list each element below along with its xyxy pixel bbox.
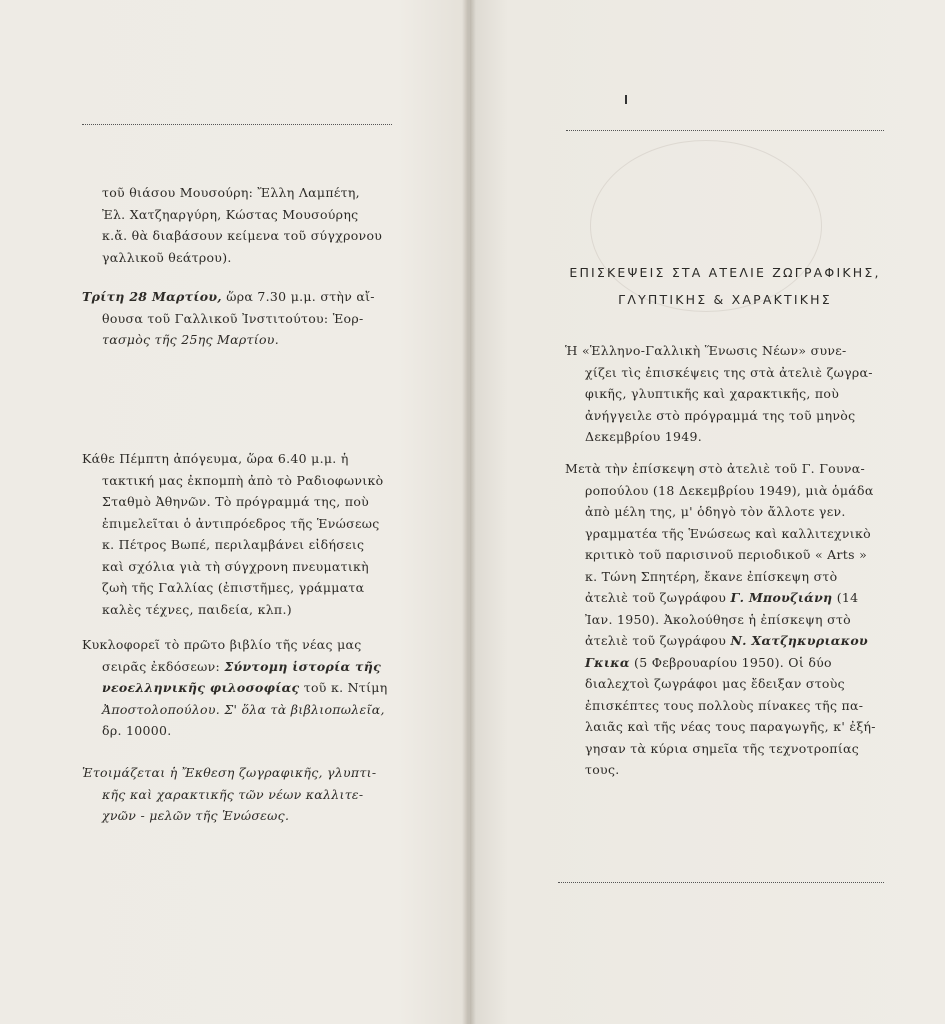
text-line: καὶ σχόλια γιὰ τὴ σύγχρονη πνευματικὴ bbox=[102, 558, 369, 574]
right-bottom-rule bbox=[558, 882, 884, 883]
text-fragment: ὥρα 7.30 μ.μ. στὴν αἴ- bbox=[221, 289, 375, 304]
text-line: γραμματέα τῆς Ἑνώσεως καὶ καλλιτεχνικὸ bbox=[585, 525, 871, 541]
text-fragment: (5 Φεβρουαρίου 1950). Οἱ δύο bbox=[629, 654, 832, 670]
text-line bbox=[565, 630, 881, 652]
text-line bbox=[82, 677, 388, 699]
text-line: κ. Πέτρος Βωπέ, περιλαμβάνει εἰδήσεις bbox=[102, 537, 365, 552]
text-line: θουσα τοῦ Γαλλικοῦ Ἰνστιτούτου: Ἑορ- bbox=[102, 310, 364, 326]
text-line: Ἑτοιμάζεται ἡ Ἔκθεση ζωγραφικῆς, γλυπτι- bbox=[82, 765, 377, 780]
book-title: νεοελληνικῆς φιλοσοφίας bbox=[102, 680, 300, 695]
text-line: κ.ἄ. θὰ διαβάσουν κείμενα τοῦ σύγχρονου bbox=[102, 228, 383, 243]
text-line: Ἰαν. 1950). Ἀκολούθησε ἡ ἐπίσκεψη στὸ bbox=[585, 611, 851, 627]
text-line: λαιᾶς καὶ τῆς νέας τους παραγωγῆς, κ' ἐξή- bbox=[585, 719, 876, 734]
painter-name: Ν. Χατζηκυριακου bbox=[730, 633, 868, 648]
section-title bbox=[555, 265, 895, 307]
text-line: Ἀποστολοπούλου. Σ' ὅλα τὰ βιβλιοπωλεῖα, bbox=[102, 701, 385, 717]
book-title: Σύντομη ἱστορία τῆς bbox=[224, 658, 382, 674]
left-top-rule bbox=[82, 124, 392, 125]
text-fragment: τοῦ κ. Ντίμη bbox=[299, 680, 388, 695]
text-line: ροπούλου (18 Δεκεμβρίου 1949), μιὰ ὁμάδα bbox=[585, 482, 874, 498]
text-line: γησαν τὰ κύρια σημεῖα τῆς τεχνοτροπίας bbox=[585, 740, 860, 756]
event-date: Τρίτη 28 Μαρτίου, bbox=[82, 289, 222, 304]
ink-mark bbox=[625, 95, 627, 104]
painter-name: Γ. Μπουζιάνη bbox=[730, 590, 833, 605]
text-fragment: (14 bbox=[832, 590, 859, 605]
text-line: Ἐλ. Χατζηαργύρη, Κώστας Μουσούρης bbox=[102, 206, 359, 222]
painter-name: Γκικα bbox=[585, 654, 630, 670]
left-paragraph-march28 bbox=[82, 286, 388, 351]
title-line: ΓΛΥΠΤΙΚΗΣ & ΧΑΡΑΚΤΙΚΗΣ bbox=[618, 292, 832, 307]
right-paragraph-intro bbox=[565, 340, 881, 448]
text-line: γαλλικοῦ θεάτρου). bbox=[102, 249, 232, 265]
text-line: καλὲς τέχνες, παιδεία, κλπ.) bbox=[102, 601, 292, 617]
text-line: χίζει τὶς ἐπισκέψεις της στὰ ἀτελιὲ ζωγρα- bbox=[585, 364, 873, 380]
left-paragraph-exhibition bbox=[82, 762, 388, 827]
text-line: διαλεχτοὶ ζωγράφοι μας ἔδειξαν στοὺς bbox=[585, 676, 845, 691]
text-line: δρ. 10000. bbox=[102, 723, 172, 738]
text-line: Κυκλοφορεῖ τὸ πρῶτο βιβλίο τῆς νέας μας bbox=[82, 637, 362, 652]
text-line: ζωὴ τῆς Γαλλίας (ἐπιστῆμες, γράμματα bbox=[102, 580, 365, 595]
text-line: κῆς καὶ χαρακτικῆς τῶν νέων καλλιτε- bbox=[102, 786, 364, 802]
text-line: Κάθε Πέμπτη ἀπόγευμα, ὥρα 6.40 μ.μ. ἡ bbox=[82, 451, 349, 466]
text-line bbox=[82, 656, 388, 678]
text-line: Δεκεμβρίου 1949. bbox=[585, 429, 703, 444]
text-line: τασμὸς τῆς 25ης Μαρτίου. bbox=[102, 332, 279, 347]
text-line: ἐπιμελεῖται ὁ ἀντιπρόεδρος τῆς Ἑνώσεως bbox=[102, 515, 380, 531]
text-line: φικῆς, γλυπτικῆς καὶ χαρακτικῆς, ποὺ bbox=[585, 386, 840, 401]
text-line bbox=[565, 587, 881, 609]
left-paragraph-book bbox=[82, 634, 388, 742]
text-fragment: ἀτελιὲ τοῦ ζωγράφου bbox=[585, 633, 731, 648]
right-top-rule bbox=[566, 130, 884, 131]
title-line: ΕΠΙΣΚΕΨΕΙΣ ΣΤΑ ΑΤΕΛΙΕ ΖΩΓΡΑΦΙΚΗΣ, bbox=[569, 265, 881, 280]
left-paragraph-cast bbox=[82, 182, 388, 268]
text-line: ἀνήγγειλε στὸ πρόγραμμά της τοῦ μηνὸς bbox=[585, 407, 856, 423]
text-line: Σταθμὸ Ἀθηνῶν. Τὸ πρόγραμμά της, ποὺ bbox=[102, 494, 370, 509]
text-line: κ. Τώνη Σπητέρη, ἔκανε ἐπίσκεψη στὸ bbox=[585, 568, 838, 584]
text-line: Μετὰ τὴν ἐπίσκεψη στὸ ἀτελιὲ τοῦ Γ. Γουνα- bbox=[565, 461, 866, 476]
text-line: τακτική μας ἐκπομπὴ ἀπὸ τὸ Ραδιοφωνικὸ bbox=[102, 472, 384, 488]
text-line: τους. bbox=[585, 762, 620, 777]
text-fragment: σειρᾶς ἐκδόσεων: bbox=[102, 658, 225, 674]
text-fragment: ἀτελιὲ τοῦ ζωγράφου bbox=[585, 590, 731, 605]
text-line: ἐπισκέπτες τους πολλοὺς πίνακες τῆς πα- bbox=[585, 697, 864, 713]
text-line: Ἡ «Ἑλληνο-Γαλλικὴ Ἕνωσις Νέων» συνε- bbox=[565, 343, 847, 358]
text-line: χνῶν - μελῶν τῆς Ἑνώσεως. bbox=[102, 808, 290, 823]
text-line: ἀπὸ μέλη της, μ' ὁδηγὸ τὸν ἄλλοτε γεν. bbox=[585, 504, 846, 519]
left-paragraph-radio bbox=[82, 448, 388, 620]
text-line bbox=[565, 652, 881, 674]
page-fold bbox=[462, 0, 476, 1024]
text-line: κριτικὸ τοῦ παρισινοῦ περιοδικοῦ « Arts » bbox=[585, 547, 868, 562]
right-paragraph-visits bbox=[565, 458, 881, 781]
text-line bbox=[82, 286, 388, 308]
text-line: τοῦ θιάσου Μουσούρη: Ἔλλη Λαμπέτη, bbox=[102, 185, 360, 200]
